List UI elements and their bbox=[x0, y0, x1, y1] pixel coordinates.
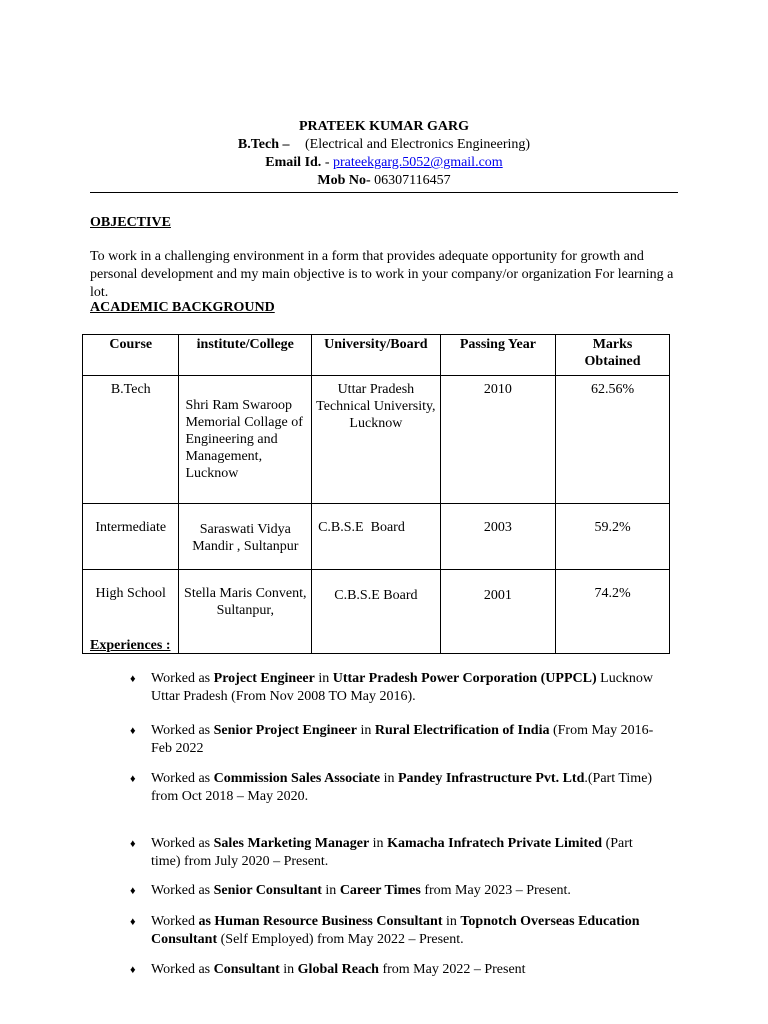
academic-table bbox=[82, 334, 670, 654]
header-marks: Marks Obtained bbox=[556, 335, 670, 376]
academic-heading: ACADEMIC BACKGROUND bbox=[90, 300, 275, 315]
degree-field: (Electrical and Electronics Engineering) bbox=[305, 137, 531, 152]
objective-text: To work in a challenging environment in a form that provides adequate opportunity for growth and personal development and my main objective is to work in your company/or organization For learning a lot. bbox=[90, 249, 674, 300]
bullet-icon: ♦ bbox=[130, 964, 136, 976]
bullet-icon: ♦ bbox=[130, 725, 136, 737]
mobile-number: 06307116457 bbox=[374, 173, 451, 188]
cell-university: Uttar Pradesh Technical University, Lucknow bbox=[312, 376, 441, 504]
cell-institute: Shri Ram Swaroop Memorial Collage of Engineering and Management, Lucknow bbox=[179, 376, 312, 504]
cell-course: High School bbox=[83, 570, 179, 654]
table-row bbox=[83, 376, 670, 504]
bullet-icon: ♦ bbox=[130, 673, 136, 685]
cell-marks: 74.2% bbox=[556, 570, 670, 654]
bullet-icon: ♦ bbox=[130, 838, 136, 850]
email-link[interactable]: prateekgarg.5052@gmail.com bbox=[332, 155, 503, 170]
table-row bbox=[83, 504, 670, 570]
cell-passing-year: 2003 bbox=[440, 504, 555, 570]
bullet-icon: ♦ bbox=[130, 885, 136, 897]
resume-header bbox=[90, 118, 678, 190]
cell-university: C.B.S.E Board bbox=[312, 570, 441, 654]
table-row bbox=[83, 570, 670, 654]
cell-marks: 62.56% bbox=[556, 376, 670, 504]
cell-course: B.Tech bbox=[83, 376, 179, 504]
cell-course: Intermediate bbox=[83, 504, 179, 570]
cell-passing-year: 2001 bbox=[440, 570, 555, 654]
cell-institute: Stella Maris Convent, Sultanpur, bbox=[179, 570, 312, 654]
degree-line bbox=[90, 136, 678, 154]
experiences-heading: Experiences : bbox=[90, 638, 171, 653]
header-divider bbox=[90, 192, 678, 193]
experience-list: ♦ Worked as Project Engineer in Uttar Pradesh Power Corporation (UPPCL) Lucknow Uttar Pradesh (From Nov 2008 TO May 2016). ♦ Worked as Senior Project Engineer in Rural Electrification of India (From May 2016-Feb 2022 ♦ Worked as Commission Sales Associate in Pandey Infrastructure Pvt. Ltd.(Part Time) from Oct 2018 – May 2020. ♦ Worked as Sales Marketing Manager in Kamacha Infratech Private Limited (Part time) from July 2020 – Present. ♦ Worked as Senior Consultant in Career Times from May 2023 – Present. ♦ Worked as Human Resource Business Consultant in Topnotch Overseas Education Consultant (Self Employed) from May 2022 – Present. ♦ Worked as Consultant in Global Reach from May 2022 – Present bbox=[130, 671, 654, 977]
objective-heading: OBJECTIVE bbox=[90, 215, 171, 230]
mobile-line bbox=[90, 172, 678, 190]
table-header-row bbox=[83, 335, 670, 376]
cell-passing-year: 2010 bbox=[440, 376, 555, 504]
email-line bbox=[90, 154, 678, 172]
bullet-icon: ♦ bbox=[130, 773, 136, 785]
candidate-name: PRATEEK KUMAR GARG bbox=[298, 119, 470, 134]
mobile-label: Mob No- bbox=[317, 173, 371, 188]
header-institute: institute/College bbox=[179, 335, 312, 376]
header-course: Course bbox=[83, 335, 179, 376]
bullet-icon: ♦ bbox=[130, 916, 136, 928]
email-label: Email Id. bbox=[265, 155, 322, 170]
cell-university: C.B.S.E Board bbox=[312, 504, 441, 570]
cell-institute: Saraswati Vidya Mandir , Sultanpur bbox=[179, 504, 312, 570]
header-passing-year: Passing Year bbox=[440, 335, 555, 376]
degree-label: B.Tech – bbox=[237, 137, 290, 152]
header-university: University/Board bbox=[312, 335, 441, 376]
email-separator: - bbox=[321, 155, 333, 170]
cell-marks: 59.2% bbox=[556, 504, 670, 570]
